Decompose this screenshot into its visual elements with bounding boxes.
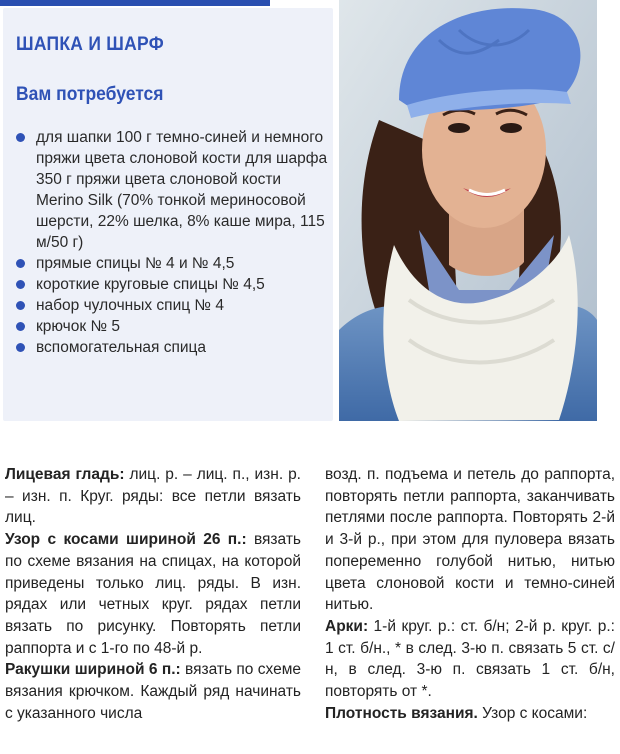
bullet-icon xyxy=(16,343,25,352)
bullet-icon xyxy=(16,133,25,142)
instruction-text: вязать по схеме вязания крючком. Каждый ряд начинать с указанного числа xyxy=(5,661,301,722)
instruction-paragraph xyxy=(5,529,301,659)
instruction-paragraph xyxy=(5,659,301,724)
instructions-right-column xyxy=(325,464,615,724)
material-text: крючок № 5 xyxy=(36,318,121,335)
instruction-text: возд. п. подъема и петель до раппорта, повторять петли раппорта, заканчивать петлями после раппорта. Повторять 2-й и 3-й р., при этом для пуловера вязать попеременно голубой нитью, нитью цвета слоновой кости и темно-синей нитью. xyxy=(325,466,615,614)
instruction-term: Ракушки шириной 6 п.: xyxy=(5,661,181,679)
instruction-paragraph xyxy=(5,464,301,529)
bullet-icon xyxy=(16,322,25,331)
instruction-text: вязать по схеме вязания на спицах, на которой приведены только лиц. ряды. В изн. рядах или четных круг. рядах петли вязать по рисунку. Повторять петли раппорта и с 1-го по 48-й р. xyxy=(5,531,301,657)
page-title: ШАПКА И ШАРФ xyxy=(16,34,164,55)
instruction-paragraph xyxy=(325,464,615,616)
material-text: для шапки 100 г темно-синей и немного пряжи цвета слоновой кости для шарфа 350 г пряжи цвета слоновой кости Merino Silk (70% тонкой мериносовой шерсти, 22% шелка, 8% каше мира, 115 м/50 г) xyxy=(36,129,328,251)
material-text: прямые спицы № 4 и № 4,5 xyxy=(36,255,235,272)
instruction-text: Узор с косами: xyxy=(477,704,588,722)
instruction-paragraph xyxy=(325,616,615,703)
list-item xyxy=(14,316,332,337)
instruction-term: Арки: xyxy=(325,617,369,635)
instruction-term: Лицевая гладь: xyxy=(5,466,125,483)
materials-list xyxy=(14,127,332,358)
bullet-icon xyxy=(16,259,25,268)
instruction-term: Плотность вязания. xyxy=(325,704,478,722)
material-text: короткие круговые спицы № 4,5 xyxy=(36,276,265,293)
list-item xyxy=(14,337,332,358)
top-accent-bar xyxy=(0,0,270,6)
materials-heading: Вам потребуется xyxy=(16,84,164,105)
instruction-text: лиц. р. – лиц. п., изн. р. – изн. п. Круг. ряды: все петли вязать лиц. xyxy=(5,466,301,527)
instruction-term: Узор с косами шириной 26 п.: xyxy=(5,531,247,549)
list-item xyxy=(14,295,332,316)
instructions-left-column xyxy=(5,464,301,724)
material-text: вспомогательная спица xyxy=(36,339,207,356)
bullet-icon xyxy=(16,301,25,310)
model-photo xyxy=(339,0,597,421)
material-text: набор чулочных спиц № 4 xyxy=(36,297,224,314)
list-item xyxy=(14,253,332,274)
list-item xyxy=(14,274,332,295)
list-item xyxy=(14,127,332,253)
model-illustration xyxy=(339,0,597,421)
instruction-paragraph xyxy=(325,703,615,725)
bullet-icon xyxy=(16,280,25,289)
instruction-text: 1-й круг. р.: ст. б/н; 2-й р. круг. р.: 1 ст. б/н., * в след. 3-ю п. связать 5 ст. с/н, в след. 3-ю п. связать 1 ст. б/н, повторять от *. xyxy=(325,617,615,701)
